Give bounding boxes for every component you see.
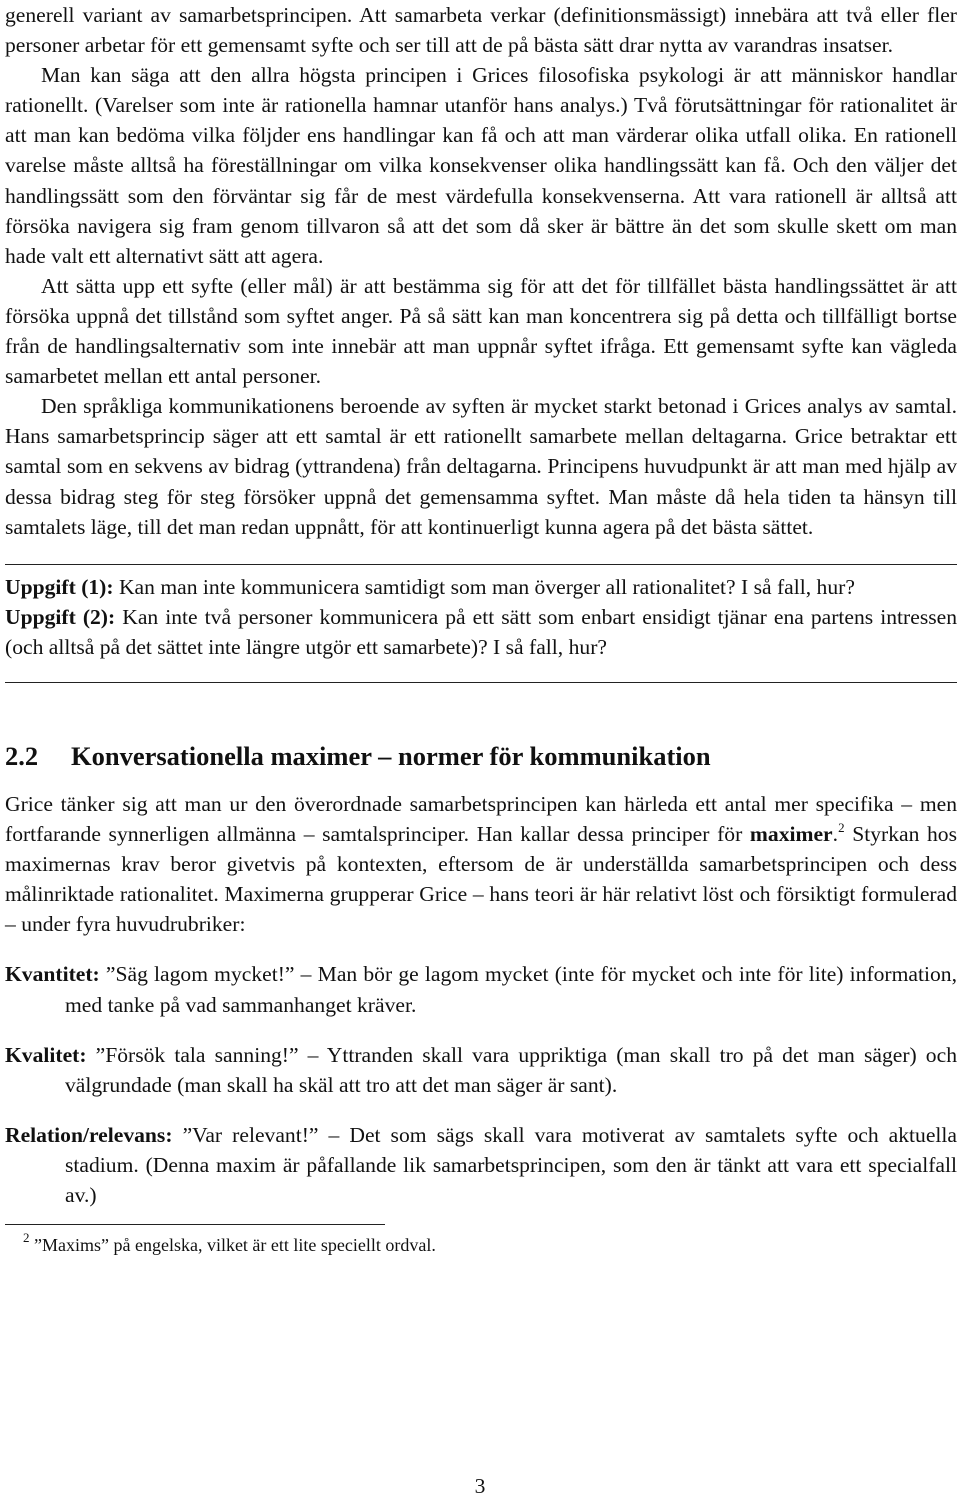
maxim-quality-label: Kvalitet: [5, 1042, 87, 1067]
paragraph-2: Man kan säga att den allra högsta principen i Grices filosofiska psykologi är att människor handlar rationellt. (Varelser som inte är rationella hamnar utanför hans analys.) Två förutsättningar för rationalitet är att man kan bedöma vilka följder ens handlingar kan få och att man värderar olika utfall olika. En rationell varelse måste alltså ha föreställningar om vilka konsekvenser olika handlingssätt kan få. Och den väljer det handlingssätt som den förväntar sig får de mest värdefulla konsekvenserna. Att vara rationell är alltså att försöka navigera sig fram genom tillvaron så att det som då sker är bättre än det som skulle skett om man hade valt ett alternativt sätt att agera. [5, 63, 957, 268]
section-intro-punct: . [832, 822, 839, 847]
document-page [5, 0, 957, 1257]
task-1 [5, 572, 957, 602]
footnote-text: ”Maxims” på engelska, vilket är ett lite speciellt ordval. [29, 1235, 436, 1256]
maxim-quality [5, 1040, 957, 1100]
task-1-label: Uppgift (1): [5, 574, 114, 599]
task-top-rule [5, 564, 957, 565]
maxim-quality-text: ”Försök tala sanning!” – Yttranden skall vara uppriktiga (man skall tro på det man säger) och välgrundade (man skall ha skäl att tro att det man säger är sant). [65, 1042, 957, 1097]
maxim-quantity-text: ”Säg lagom mycket!” – Man bör ge lagom mycket (inte för mycket och inte för lite) information, med tanke på vad sammanhanget kräver. [65, 962, 957, 1017]
section-intro [5, 789, 957, 939]
task-2-text: Kan inte två personer kommunicera på ett sätt som enbart ensidigt tjänar ena partens intressen (och alltså på det sättet inte längre utgör ett samarbete)? I så fall, hur? [5, 604, 958, 659]
section-heading [5, 739, 957, 773]
page-number: 3 [474, 1474, 486, 1498]
section-number: 2.2 [5, 740, 39, 771]
footnote-rule [5, 1224, 385, 1225]
section-title: Konversationella maximer – normer för kommunikation [71, 740, 711, 771]
term-maximer: maximer [749, 822, 833, 847]
task-bottom-rule [5, 682, 957, 683]
maxim-relation [5, 1120, 957, 1210]
maxim-quantity-label: Kvantitet: [5, 962, 100, 987]
section-intro-before: Grice tänker sig att man ur den överordnade samarbetsprincipen kan härleda ett antal mer specifika – men fortfarande synnerligen allmänna – samtalsprinciper. Han kallar dessa principer för [5, 791, 957, 847]
footnote-number: 2 [23, 1230, 30, 1246]
section-intro-after: Styrkan hos maximernas krav beror givetvis på kontexten, eftersom de är underställda samarbetsprincipen och dess målinriktade rationalitet. Maximerna grupperar Grice – hans teori är här relativt löst och försiktigt formulerad – under fyra huvudrubriker: [5, 822, 958, 937]
task-2-label: Uppgift (2): [5, 604, 116, 629]
maxim-relation-text: ”Var relevant!” – Det som sägs skall vara motiverat av samtalets syfte och aktuella stadium. (Denna maxim är påfallande lik samarbetsprincipen, som den är tänkt att vara ett specialfall av.) [65, 1122, 957, 1207]
paragraph-3: Att sätta upp ett syfte (eller mål) är att bestämma sig för att det för tillfället bästa handlingssättet är att försöka uppnå det tillstånd som syftet anger. På så sätt kan man koncentrera sig på detta och tillfälligt bortse från de handlingsalternativ som inte innebär att man uppnår syftet ifråga. Ett gemensamt syfte kan vägleda samarbetet mellan ett antal personer. [5, 273, 957, 389]
maxim-quantity [5, 959, 957, 1019]
maxim-relation-label: Relation/relevans: [5, 1122, 173, 1147]
footnote-ref[interactable]: 2 [838, 820, 845, 836]
task-1-text: Kan man inte kommunicera samtidigt som man överger all rationalitet? I så fall, hur? [113, 574, 855, 599]
footnote [5, 1230, 957, 1257]
task-2 [5, 602, 957, 662]
paragraph-4: Den språkliga kommunikationens beroende av syften är mycket starkt betonad i Grices analys av samtal. Hans samarbetsprincip säger att ett samtal är ett rationellt samarbete mellan deltagarna. Grice betraktar ett samtal som en sekvens av bidrag (yttrandena) från deltagarna. Principens huvudpunkt är att man med hjälp av dessa bidrag steg för steg försöker uppnå det gemensamma syftet. Man måste då hela tiden ta hänsyn till samtalets läge, till det man redan uppnått, för att kontinuerligt kunna agera på det bästa sättet. [5, 394, 957, 539]
paragraph-1: generell variant av samarbetsprincipen. Att samarbeta verkar (definitionsmässigt) innebära att två eller fler personer arbetar för ett gemensamt syfte och ser till att de på bästa sätt drar nytta av varandras insatser. [5, 3, 957, 58]
